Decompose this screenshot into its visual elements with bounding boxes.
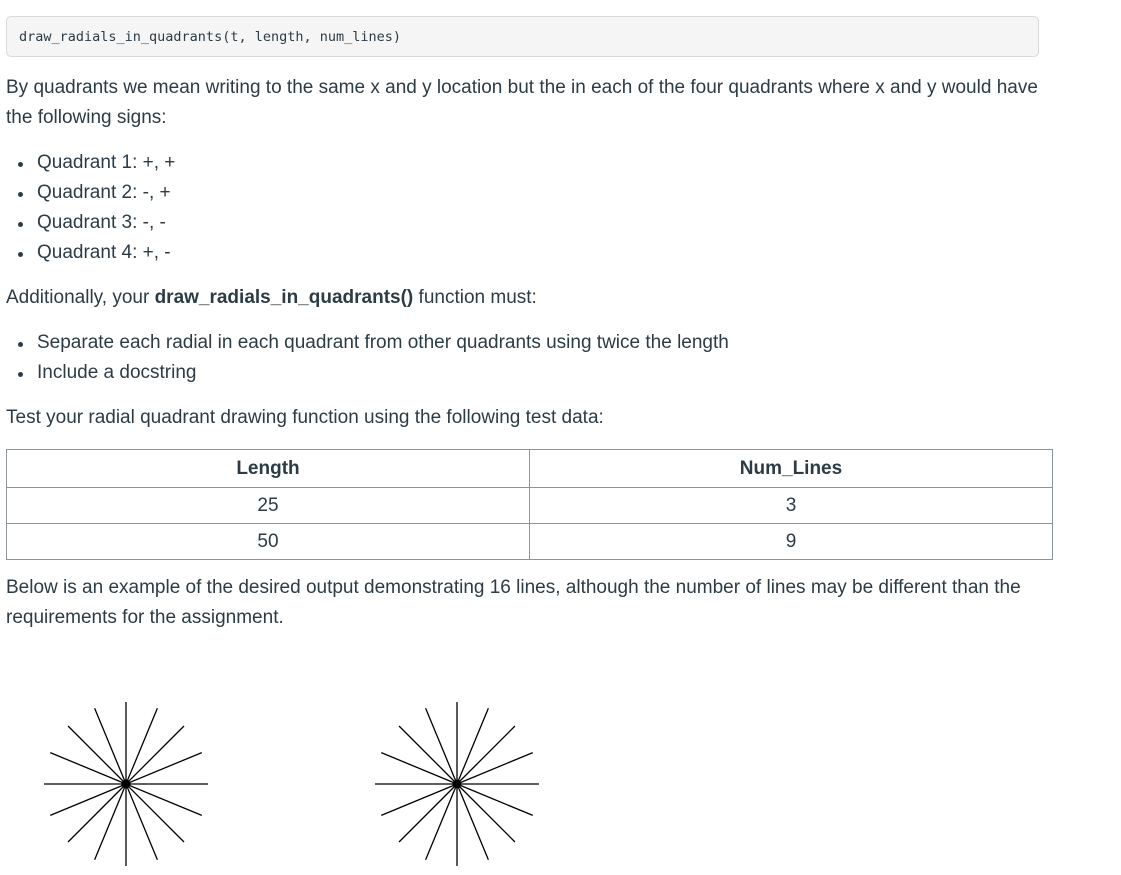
test-intro: Test your radial quadrant drawing function using the following test data: (6, 407, 604, 428)
radial-drawing-1 (42, 700, 210, 868)
radial-line (68, 726, 126, 784)
radial-drawing-2 (373, 700, 541, 868)
additionally-paragraph (6, 283, 537, 313)
radial-line (68, 784, 126, 842)
code-block (6, 16, 1039, 57)
column-header-num-lines: Num_Lines (530, 450, 1053, 488)
list-item: Quadrant 4: +, - (6, 238, 175, 268)
radial-line (126, 784, 184, 842)
column-header-length: Length (7, 450, 530, 488)
additionally-prefix: Additionally, your (6, 287, 155, 308)
list-item: Quadrant 2: -, + (6, 178, 175, 208)
table-cell: 9 (530, 524, 1053, 560)
table-cell: 50 (7, 524, 530, 560)
list-item: Separate each radial in each quadrant from other quadrants using twice the length (6, 328, 729, 358)
table-header-row (7, 450, 1053, 488)
radial-line (457, 726, 515, 784)
list-item: Include a docstring (6, 358, 729, 388)
requirements-list (6, 328, 729, 388)
example-output-figure (6, 700, 1053, 868)
additionally-suffix: function must: (413, 287, 537, 308)
quadrants-intro: By quadrants we mean writing to the same x and y location but the in each of the four quadrants where x and y would have the following signs: (6, 77, 1038, 128)
list-item: Quadrant 1: +, + (6, 148, 175, 178)
table-row (7, 524, 1053, 560)
table-cell: 3 (530, 488, 1053, 524)
radial-line (457, 784, 515, 842)
table-row (7, 488, 1053, 524)
example-description: Below is an example of the desired output demonstrating 16 lines, although the number of lines may be different than the requirements for the assignment. (6, 577, 1021, 628)
radial-line (126, 726, 184, 784)
quadrant-list (6, 148, 175, 268)
radial-center-dot (453, 780, 462, 789)
radial-center-dot (122, 780, 131, 789)
test-data-table (6, 449, 1053, 560)
radial-line (399, 784, 457, 842)
radial-line (399, 726, 457, 784)
function-signature: draw_radials_in_quadrants(t, length, num_lines) (19, 29, 402, 45)
function-name: draw_radials_in_quadrants() (154, 287, 414, 308)
table-cell: 25 (7, 488, 530, 524)
list-item: Quadrant 3: -, - (6, 208, 175, 238)
